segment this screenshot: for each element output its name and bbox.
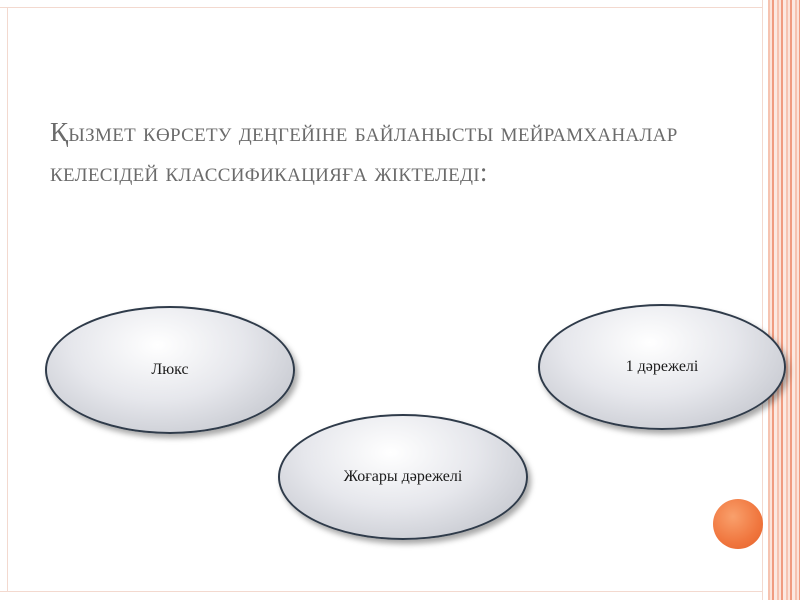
title-line-1: Қызмет көрсету деңгейіне байланысты мейрамханалар xyxy=(50,117,678,147)
slide-title xyxy=(50,112,750,192)
category-label-lux: Люкс xyxy=(151,361,189,378)
category-oval-lux xyxy=(45,306,295,434)
decorative-stripes xyxy=(768,0,800,600)
category-label-first-class: 1 дәрежелі xyxy=(625,358,699,375)
orange-accent-circle xyxy=(713,499,763,549)
frame-top-line xyxy=(0,7,762,8)
title-line-2: келесідей классификацияға жіктеледі: xyxy=(50,157,488,187)
category-oval-high-class xyxy=(278,414,528,540)
frame-bottom-line xyxy=(0,591,762,592)
frame-right-line xyxy=(762,0,763,600)
category-label-high-class: Жоғары дәрежелі xyxy=(343,468,463,485)
frame-left-line xyxy=(7,7,8,592)
category-oval-first-class xyxy=(538,304,786,430)
